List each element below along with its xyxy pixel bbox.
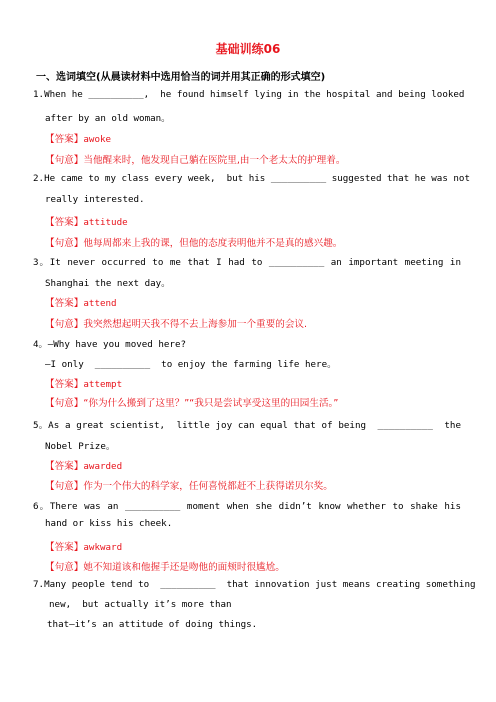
question-5-line-2: Nobel Prize。 (45, 441, 116, 452)
question-3-meaning (45, 316, 475, 330)
question-6-line-2: hand or kiss his cheek. (45, 518, 173, 529)
question-7-line-3: that—it’s an attitude of doing things. (47, 619, 258, 630)
meaning-tag: 【句意】 (45, 481, 84, 492)
answer-tag: 【答案】 (45, 298, 84, 309)
question-3-answer (45, 295, 475, 309)
question-4-line-2: —I only __________ to enjoy the farming life here。 (45, 359, 337, 370)
answer-tag: 【答案】 (45, 379, 84, 390)
question-2-answer (45, 214, 475, 228)
answer-text: awarded (83, 461, 123, 472)
question-6-answer (45, 539, 475, 553)
answer-tag: 【答案】 (45, 134, 84, 145)
question-6-line-1: 6。There was an __________ moment when she didn’t know whether to shake his (33, 501, 461, 512)
section-heading: 一、选词填空(从晨读材料中选用恰当的词并用其正确的形式填空) (36, 72, 326, 83)
meaning-text: 他每周都来上我的课，但他的态度表明他并不是真的感兴趣。 (83, 238, 343, 249)
answer-text: attempt (83, 379, 123, 390)
question-5-meaning (45, 478, 475, 492)
answer-text: attitude (83, 217, 128, 228)
question-4-meaning (45, 395, 475, 409)
meaning-tag: 【句意】 (45, 155, 84, 166)
question-3-line-1: 3。It never occurred to me that I had to __________ an important meeting in (33, 257, 461, 268)
question-1-line-2: after by an old woman。 (45, 113, 171, 124)
meaning-tag: 【句意】 (45, 562, 84, 573)
meaning-text: 作为一个伟大的科学家，任何喜悦都赶不上获得诺贝尔奖。 (83, 481, 333, 492)
question-2-line-2: really interested. (45, 194, 145, 205)
page-title: 基础训练06 (215, 42, 281, 56)
question-7-line-1: 7.Many people tend to __________ that innovation just means creating something (33, 579, 476, 590)
question-1-answer (45, 131, 475, 145)
meaning-text: 她不知道该和他握手还是吻他的面颊时很尴尬。 (83, 562, 285, 573)
question-3-line-2: Shanghai the next day。 (45, 278, 171, 289)
question-1-line-1: 1.When he __________, he found himself lying in the hospital and being looked (33, 89, 465, 100)
question-4-answer (45, 376, 475, 390)
meaning-text: 当他醒来时，他发现自己躺在医院里,由一个老太太的护理着。 (83, 155, 346, 166)
question-6-meaning (45, 559, 475, 573)
answer-tag: 【答案】 (45, 542, 84, 553)
question-2-line-1: 2.He came to my class every week, but his __________ suggested that he was not (33, 173, 470, 184)
question-2-meaning (45, 235, 475, 249)
question-5-answer (45, 458, 475, 472)
question-7-line-2: new, but actually it’s more than (49, 599, 232, 610)
meaning-tag: 【句意】 (45, 319, 84, 330)
question-5-line-1: 5。As a great scientist, little joy can equal that of being __________ the (33, 420, 461, 431)
meaning-tag: 【句意】 (45, 238, 84, 249)
question-1-meaning (45, 152, 475, 166)
meaning-text: “你为什么搬到了这里？”“我只是尝试享受这里的田园生活。” (83, 398, 339, 409)
meaning-text: 我突然想起明天我不得不去上海参加一个重要的会议. (83, 319, 308, 330)
answer-tag: 【答案】 (45, 217, 84, 228)
answer-text: awkward (83, 542, 123, 553)
answer-text: attend (83, 298, 117, 309)
answer-text: awoke (83, 134, 112, 145)
answer-tag: 【答案】 (45, 461, 84, 472)
question-4-line-1: 4。—Why have you moved here? (33, 339, 187, 350)
meaning-tag: 【句意】 (45, 398, 84, 409)
